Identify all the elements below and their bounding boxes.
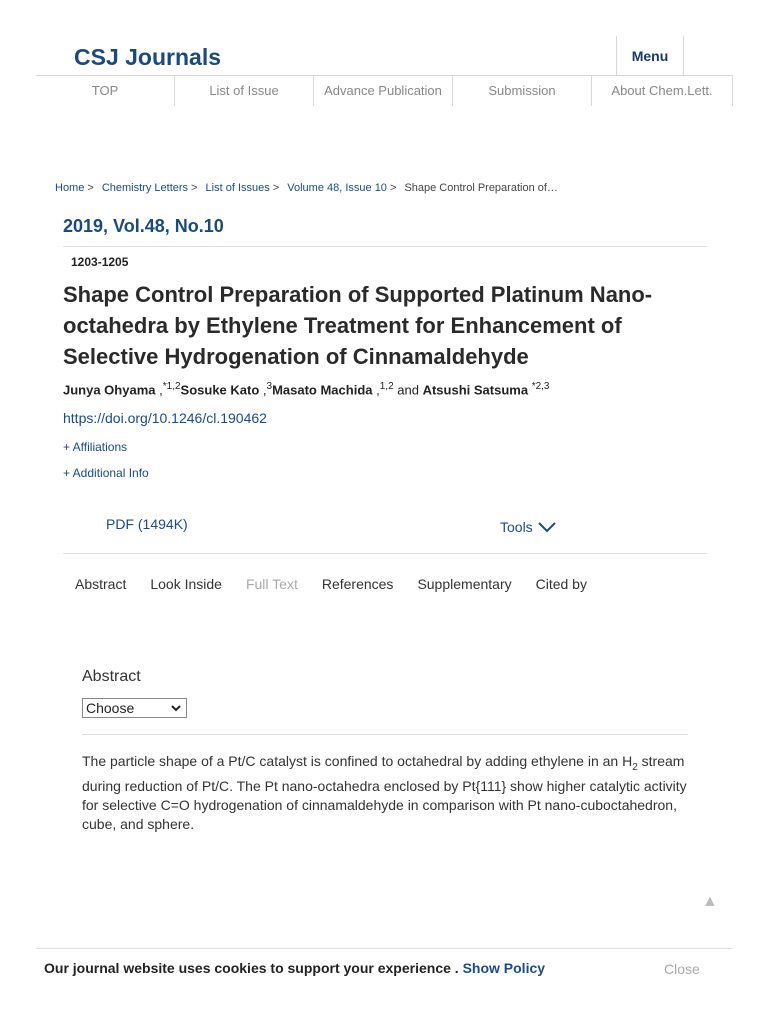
affiliations-toggle[interactable]: + Affiliations (63, 440, 128, 454)
abstract-heading: Abstract (82, 668, 141, 685)
breadcrumb-current: Shape Control Preparation of… (404, 182, 558, 194)
breadcrumb-volume[interactable]: Volume 48, Issue 10 (287, 182, 387, 194)
tab-cited-by[interactable]: Cited by (535, 576, 587, 592)
abstract-text (82, 752, 692, 834)
language-select-value: Choose (86, 700, 135, 716)
cookie-close-button[interactable]: Close (664, 961, 700, 977)
author-list (63, 381, 550, 397)
author-affiliation: 1,2 (379, 381, 394, 392)
author-separator: , (372, 382, 380, 398)
doi-link[interactable]: https://doi.org/10.1246/cl.190462 (63, 410, 267, 426)
breadcrumb-separator: > (389, 182, 397, 194)
subscript: 2 (632, 761, 638, 773)
nav-item-about[interactable]: About Chem.Lett. (592, 76, 733, 106)
language-select[interactable] (82, 698, 187, 718)
author-affiliation: 3 (266, 381, 273, 392)
page-range: 1203-1205 (71, 255, 129, 269)
tab-supplementary[interactable]: Supplementary (417, 576, 512, 592)
tools-dropdown[interactable] (500, 519, 557, 535)
nav-item-advance-publication[interactable]: Advance Publication (314, 76, 453, 106)
back-to-top-icon[interactable]: ▲ (702, 893, 718, 910)
pdf-link[interactable]: PDF (1494K) (106, 516, 188, 532)
breadcrumb-chemistry-letters[interactable]: Chemistry Letters (101, 182, 189, 194)
tools-label: Tools (500, 519, 533, 535)
site-logo[interactable]: CSJ Journals (74, 44, 221, 70)
chevron-down-icon (537, 520, 557, 534)
nav-item-top[interactable]: TOP (36, 76, 175, 106)
tab-full-text: Full Text (245, 576, 298, 592)
breadcrumb-home[interactable]: Home (55, 182, 85, 194)
author-separator: , (155, 382, 163, 398)
author-affiliation: *2,3 (531, 381, 550, 392)
cookie-banner (36, 948, 733, 988)
abstract-text-part: stream during reduction of Pt/C. The Pt nano-octahedra enclosed by Pt{111} show higher catalytic activity for selective C=O hydrogenation of cinnamaldehyde in comparison with Pt nano-cuboctahedron, cube, and sphere. (82, 753, 687, 832)
breadcrumb-separator: > (191, 182, 198, 194)
chevron-down-icon (170, 700, 182, 720)
cookie-message (44, 960, 545, 976)
additional-info-toggle[interactable]: + Additional Info (63, 466, 149, 480)
author-affiliation: *1,2 (162, 381, 181, 392)
site-header (36, 0, 733, 76)
breadcrumb-separator: > (272, 182, 280, 194)
author-name[interactable]: Sosuke Kato (180, 382, 260, 398)
author-name[interactable]: Masato Machida (272, 382, 373, 398)
divider (82, 734, 688, 735)
article-title: Shape Control Preparation of Supported Platinum Nano-octahedra by Ethylene Treatment for Enhancement of Selective Hydrogenation of Cinnamaldehyde (63, 282, 653, 369)
menu-button[interactable]: Menu (616, 36, 684, 76)
tab-abstract[interactable]: Abstract (75, 576, 127, 592)
divider (63, 246, 707, 247)
author-separator: , (259, 382, 267, 398)
breadcrumb-separator: > (87, 182, 94, 194)
author-and: and (397, 382, 419, 398)
divider (63, 553, 707, 554)
issue-volume: 2019, Vol.48, No.10 (63, 216, 224, 236)
nav-item-submission[interactable]: Submission (453, 76, 592, 106)
main-nav (36, 76, 733, 106)
breadcrumb-list-of-issues[interactable]: List of Issues (205, 182, 270, 194)
nav-item-list-of-issue[interactable]: List of Issue (175, 76, 314, 106)
author-name[interactable]: Junya Ohyama (63, 382, 156, 398)
show-policy-link[interactable]: Show Policy (462, 960, 546, 976)
author-name[interactable]: Atsushi Satsuma (422, 382, 529, 398)
article-tabs (63, 576, 599, 592)
tab-references[interactable]: References (321, 576, 394, 592)
cookie-message-text: Our journal website uses cookies to support your experience . (44, 960, 459, 976)
tab-look-inside[interactable]: Look Inside (150, 576, 222, 592)
breadcrumb (55, 182, 558, 194)
abstract-text-part: The particle shape of a Pt/C catalyst is confined to octahedral by adding ethylene in an H (82, 753, 633, 769)
